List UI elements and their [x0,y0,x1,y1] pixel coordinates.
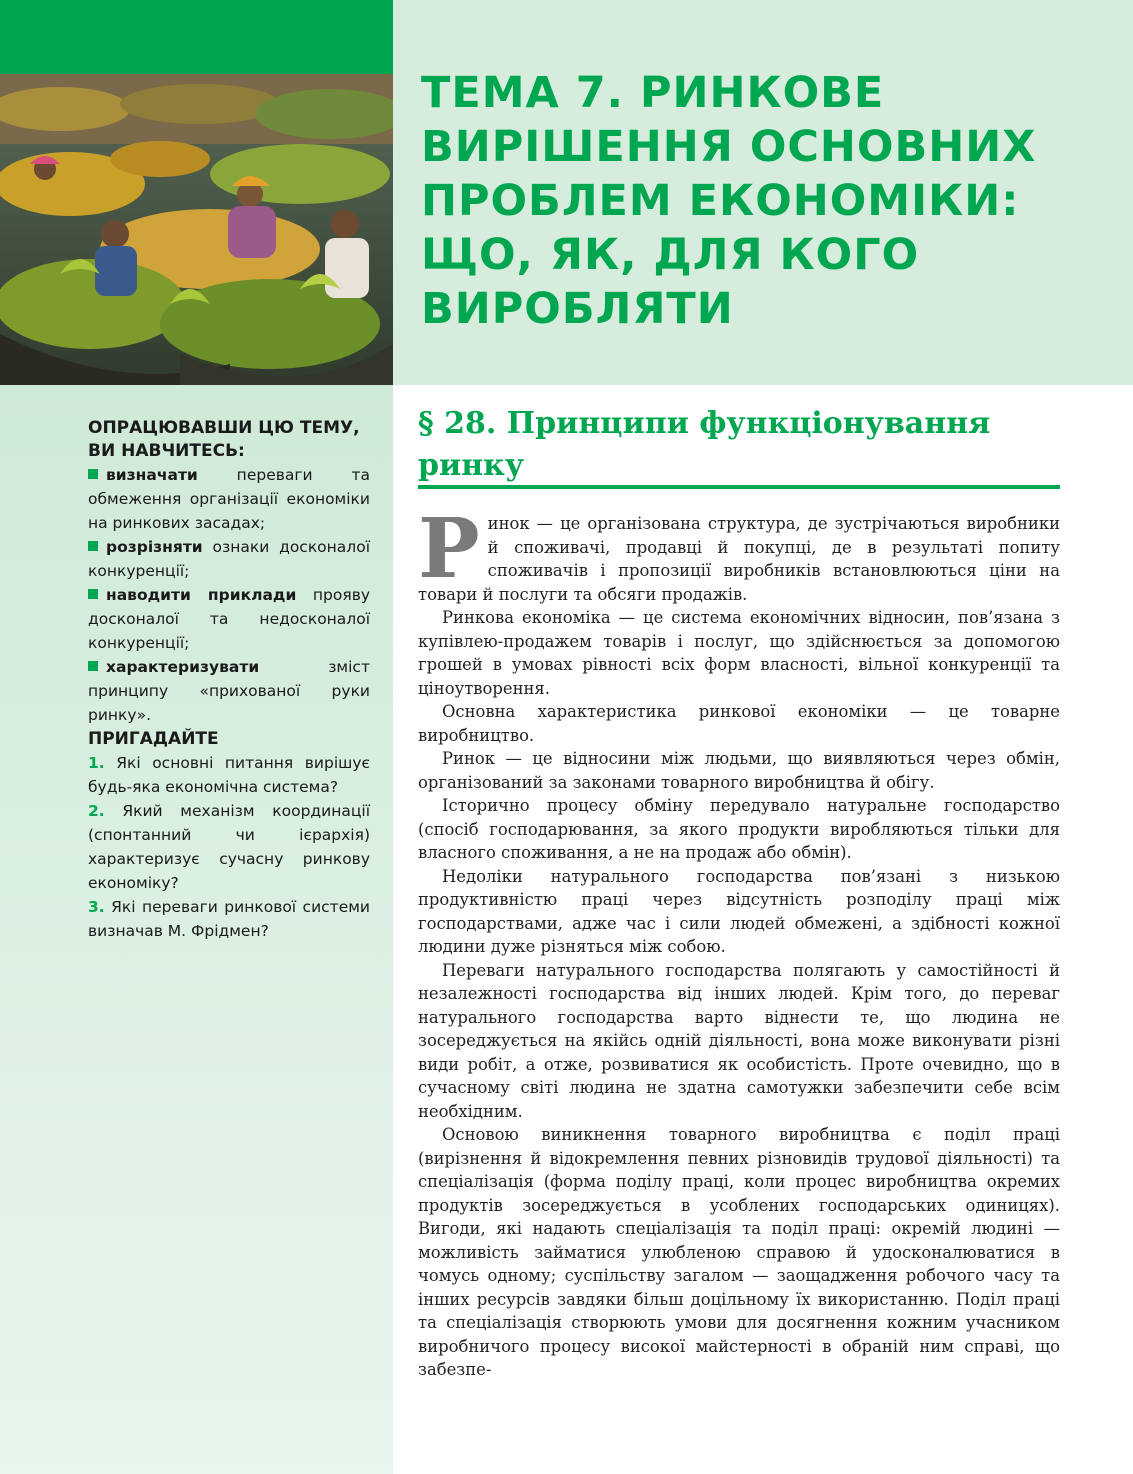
recall-item-text: Який механізм координації (спонтанний чи ієрархія) характеризує сучасну ринкову економіку? [88,802,370,892]
learn-item-verb: визначати [106,466,198,484]
learn-item [88,463,370,535]
dropcap-letter: Р [418,501,480,597]
body-text [418,501,1060,1382]
recall-item-text: Які переваги ринкової системи визначав М. Фрідмен? [88,898,370,940]
paragraph: Недоліки натурального господарства пов’язані з низькою продуктивністю праці через відсутність розподілу праці між господарствами, адже час і сили людей обмежені, а здібності кожної людини дуже різняться між собою. [418,866,1060,956]
learn-item-verb: наводити приклади [106,586,297,604]
first-paragraph [418,501,1060,606]
bullet-square-icon [88,661,98,671]
recall-item [88,751,370,799]
learn-item-verb: характеризувати [106,658,260,676]
learn-item [88,655,370,727]
recall-item [88,799,370,895]
bullet-square-icon [88,589,98,599]
learn-item-text: ознаки досконалої конкуренції; [88,538,370,580]
learn-heading: ОПРАЦЮВАВШИ ЦЮ ТЕМУ, ВИ НАВЧИТЕСЬ: [88,418,360,461]
paragraph: Історично процесу обміну передувало натуральне господарство (спосіб господарювання, за якого продукти виробляються тільки для власного споживання, а не на продаж або обмін). [418,796,1060,862]
learn-item-text: прояву досконалої та недосконалої конкуренції; [88,586,371,652]
paragraph: Ринок — це відносини між людьми, що виявляються через обмін, організований за законами товарного виробництва й обігу. [418,749,1060,792]
recall-item-number: 2. [88,802,105,820]
recall-item-text: Які основні питання вирішує будь-яка економічна система? [88,754,370,796]
paragraph: Ринкова економіка — це система економічних відносин, пов’язана з купівлею-продажем товарів і послуг, що здійснюється за допомогою грошей в умовах рівності всіх форм власності, вільної конкуренції та ціноутворення. [418,608,1060,698]
learn-item-text: переваги та обмеження організації економіки на ринкових засадах; [88,466,370,532]
learn-item [88,535,370,583]
recall-item-number: 3. [88,898,105,916]
floating-market-illustration [0,74,393,385]
sidebar [0,385,393,1474]
recall-item-number: 1. [88,754,105,772]
paragraph: Основою виникнення товарного виробництва є поділ праці (вирізнення й відокремлення певних різновидів трудової діяльності) та спеціалізація (форма поділу праці, коли процес виробництва окремих продуктів зосереджується в усоблених господарських одиницях). Вигоди, які надають спеціалізація та поділ праці: окремій людині — можливість займатися улюбленою справою й удосконалюватися в чомусь одному; суспільству загалом — заощадження робочого часу та інших ресурсів завдяки більш доцільному їх використанню. Поділ праці та спеціалізація створюють умови для досягнення кожним учасником виробничого процесу високої майстерності в обраній ним справі, що забезпе- [418,1125,1060,1379]
learn-item-text: зміст принципу «прихованої руки ринку». [88,658,370,724]
topic-title: ТЕМА 7. РИНКОВЕ ВИРІШЕННЯ ОСНОВНИХ ПРОБЛЕМ ЕКОНОМІКИ: ЩО, ЯК, ДЛЯ КОГО ВИРОБЛЯТИ [421,68,1037,334]
bullet-square-icon [88,541,98,551]
first-paragraph-text: инок — це організована структура, де зустрічаються виробники й споживачі, продавці й покупці, де в результаті попиту споживачів і пропозиції виробників встановлюються ціни на товари й послуги та обсяги продажів. [418,514,1060,604]
recall-heading: ПРИГАДАЙТЕ [88,729,219,749]
top-green-bar [0,0,393,74]
learn-list [88,463,370,727]
section-title-rule [418,485,1060,489]
learn-item [88,583,370,655]
floating-market-photo [0,74,393,385]
bullet-square-icon [88,469,98,479]
paragraph: Основна характеристика ринкової економіки — це товарне виробництво. [418,702,1060,745]
topic-title-panel [393,0,1133,385]
paragraph: Переваги натурального господарства полягають у самостійності й незалежності господарства від інших людей. Крім того, до переваг натурального господарства варто віднести те, що людина не зосереджується на якійсь одній діяльності, вона може виконувати різні види робіт, а отже, розвиватися як особистість. Проте очевидно, що в сучасному світі людина не здатна самотужки забезпечити себе всім необхідним. [418,960,1060,1121]
section-title: § 28. Принципи функціонування ринку [418,406,991,483]
learn-item-verb: розрізняти [106,538,203,556]
recall-item [88,895,370,943]
recall-list [88,751,370,943]
